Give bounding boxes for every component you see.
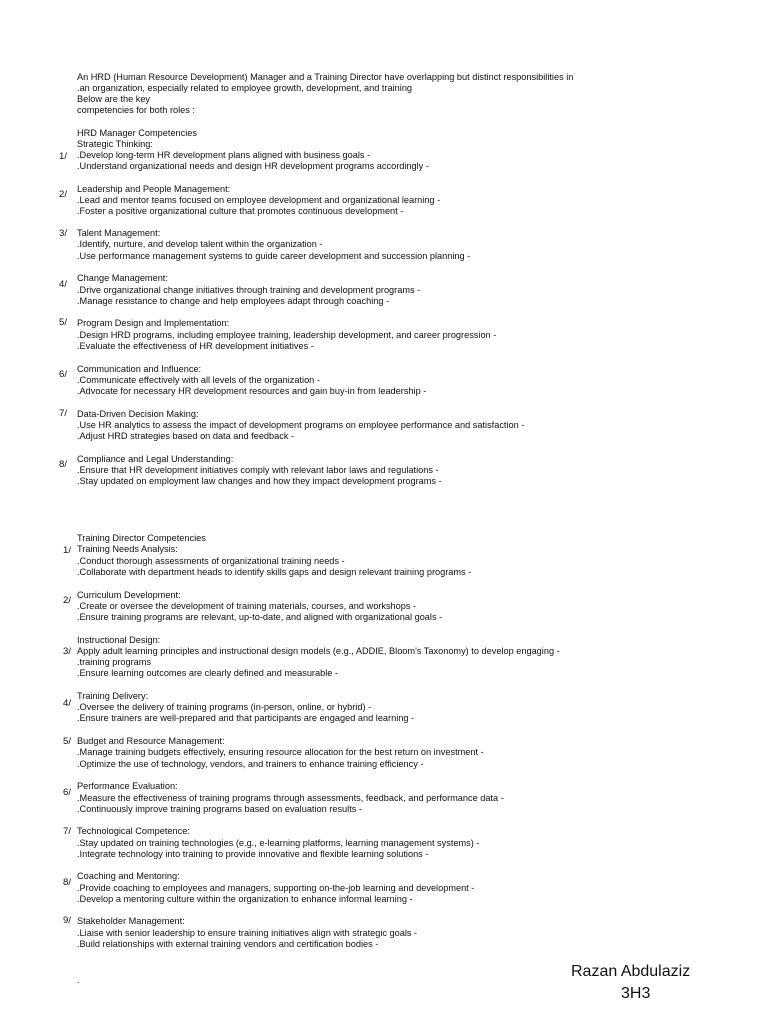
td-item-line: Apply adult learning principles and instructional design models (e.g., ADDIE, Bloom's Taxonomy) to develop engaging - xyxy=(77,646,560,656)
hrd-item-number: 3/ xyxy=(59,228,68,239)
td-item-number: 3/ xyxy=(63,646,72,657)
td-item-number: 7/ xyxy=(63,826,72,837)
td-item-heading: Technological Competence: xyxy=(77,826,190,836)
hrd-item-heading: Data-Driven Decision Making: xyxy=(77,409,199,419)
intro-line-2: .an organization, especially related to employee growth, development, and training xyxy=(77,83,413,93)
hrd-item-heading: Leadership and People Management: xyxy=(77,184,231,194)
td-item-line: .Ensure training programs are relevant, up-to-date, and aligned with organizational goals - xyxy=(77,612,443,622)
hrd-item-line: .Stay updated on employment law changes and how they impact development programs - xyxy=(77,476,442,486)
td-item-line: .Ensure trainers are well-prepared and that participants are engaged and learning - xyxy=(77,713,415,723)
td-item-line: .Liaise with senior leadership to ensure training initiatives align with strategic goals - xyxy=(77,928,418,938)
intro-line-1: An HRD (Human Resource Development) Manager and a Training Director have overlapping but distinct responsibilities in xyxy=(77,72,574,82)
hrd-item-line: .Manage resistance to change and help employees adapt through coaching - xyxy=(77,296,390,306)
td-item-heading: Training Delivery: xyxy=(77,691,149,701)
hrd-item-number: 1/ xyxy=(59,151,68,162)
td-item-line: .Integrate technology into training to provide innovative and flexible learning solutions - xyxy=(77,849,429,859)
td-item-number: 6/ xyxy=(63,787,72,798)
hrd-item-line: .Ensure that HR development initiatives comply with relevant labor laws and regulations - xyxy=(77,465,439,475)
hrd-item-line: .Design HRD programs, including employee training, leadership development, and career progression - xyxy=(77,330,497,340)
hrd-item-line: .Communicate effectively with all levels of the organization - xyxy=(77,375,320,385)
td-item-line: .Oversee the delivery of training programs (in-person, online, or hybrid) - xyxy=(77,702,372,712)
td-item-number: 4/ xyxy=(63,698,72,709)
td-item-number: 9/ xyxy=(63,915,72,926)
td-item-line: .Manage training budgets effectively, ensuring resource allocation for the best return on investment - xyxy=(77,747,484,757)
hrd-item-heading: Change Management: xyxy=(77,273,168,283)
td-item-heading: Training Needs Analysis: xyxy=(77,544,178,554)
td-section-title: Training Director Competencies xyxy=(77,533,206,543)
td-item-number: 1/ xyxy=(63,545,72,556)
td-item-line: .Create or oversee the development of training materials, courses, and workshops - xyxy=(77,601,417,611)
intro-line-4: competencies for both roles : xyxy=(77,105,195,115)
td-item-line: .training programs xyxy=(77,657,152,667)
hrd-item-number: 2/ xyxy=(59,189,68,200)
hrd-item-number: 5/ xyxy=(59,317,68,328)
hrd-item-heading: Communication and Influence: xyxy=(77,364,202,374)
td-item-heading: Stakeholder Management: xyxy=(77,916,185,926)
td-item-heading: Performance Evaluation: xyxy=(77,781,178,791)
hrd-item-line: .Drive organizational change initiatives through training and development programs - xyxy=(77,285,421,295)
td-item-line: .Collaborate with department heads to identify skills gaps and design relevant training programs - xyxy=(77,567,472,577)
td-item-line: .Ensure learning outcomes are clearly defined and measurable - xyxy=(77,668,338,678)
hrd-item-heading: Program Design and Implementation: xyxy=(77,318,230,328)
td-item-number: 5/ xyxy=(63,736,72,747)
trailing-dot: . xyxy=(77,975,80,985)
td-item-heading: Budget and Resource Management: xyxy=(77,736,225,746)
hrd-item-line: .Identify, nurture, and develop talent within the organization - xyxy=(77,239,323,249)
td-item-line: .Stay updated on training technologies (e.g., e-learning platforms, learning management systems) - xyxy=(77,838,480,848)
td-item-line: .Conduct thorough assessments of organizational training needs - xyxy=(77,556,345,566)
author-class: 3H3 xyxy=(621,985,651,1002)
hrd-item-line: .Adjust HRD strategies based on data and feedback - xyxy=(77,431,295,441)
td-item-line: .Optimize the use of technology, vendors, and trainers to enhance training efficiency - xyxy=(77,759,424,769)
hrd-item-line: .Lead and mentor teams focused on employee development and organizational learning - xyxy=(77,195,441,205)
hrd-item-line: .Advocate for necessary HR development resources and gain buy-in from leadership - xyxy=(77,386,427,396)
td-item-line: .Provide coaching to employees and managers, supporting on-the-job learning and development - xyxy=(77,883,475,893)
hrd-item-line: .Evaluate the effectiveness of HR development initiatives - xyxy=(77,341,314,351)
hrd-item-heading: Strategic Thinking: xyxy=(77,139,153,149)
td-item-line: .Measure the effectiveness of training programs through assessments, feedback, and performance data - xyxy=(77,793,504,803)
hrd-item-line: .Develop long-term HR development plans aligned with business goals - xyxy=(77,150,371,160)
td-item-line: .Develop a mentoring culture within the organization to enhance informal learning - xyxy=(77,894,413,904)
hrd-item-line: .Use HR analytics to assess the impact of development programs on employee performance and satisfaction - xyxy=(77,420,525,430)
author-name: Razan Abdulaziz xyxy=(571,963,691,980)
hrd-item-heading: Compliance and Legal Understanding: xyxy=(77,454,234,464)
hrd-item-number: 6/ xyxy=(59,369,68,380)
td-item-heading: Instructional Design: xyxy=(77,635,161,645)
hrd-item-line: .Understand organizational needs and design HR development programs accordingly - xyxy=(77,161,429,171)
hrd-item-line: .Use performance management systems to guide career development and succession planning - xyxy=(77,251,471,261)
td-item-number: 8/ xyxy=(63,877,72,888)
hrd-item-heading: Talent Management: xyxy=(77,228,161,238)
td-item-line: .Build relationships with external training vendors and certification bodies - xyxy=(77,939,379,949)
td-item-line: .Continuously improve training programs based on evaluation results - xyxy=(77,804,362,814)
td-item-heading: Coaching and Mentoring: xyxy=(77,871,180,881)
hrd-item-number: 4/ xyxy=(59,279,68,290)
intro-line-3: Below are the key xyxy=(77,94,151,104)
hrd-item-line: .Foster a positive organizational culture that promotes continuous development - xyxy=(77,206,404,216)
hrd-item-number: 8/ xyxy=(59,459,68,470)
hrd-section-title: HRD Manager Competencies xyxy=(77,128,197,138)
hrd-item-number: 7/ xyxy=(59,408,68,419)
td-item-heading: Curriculum Development: xyxy=(77,590,181,600)
td-item-number: 2/ xyxy=(63,595,72,606)
